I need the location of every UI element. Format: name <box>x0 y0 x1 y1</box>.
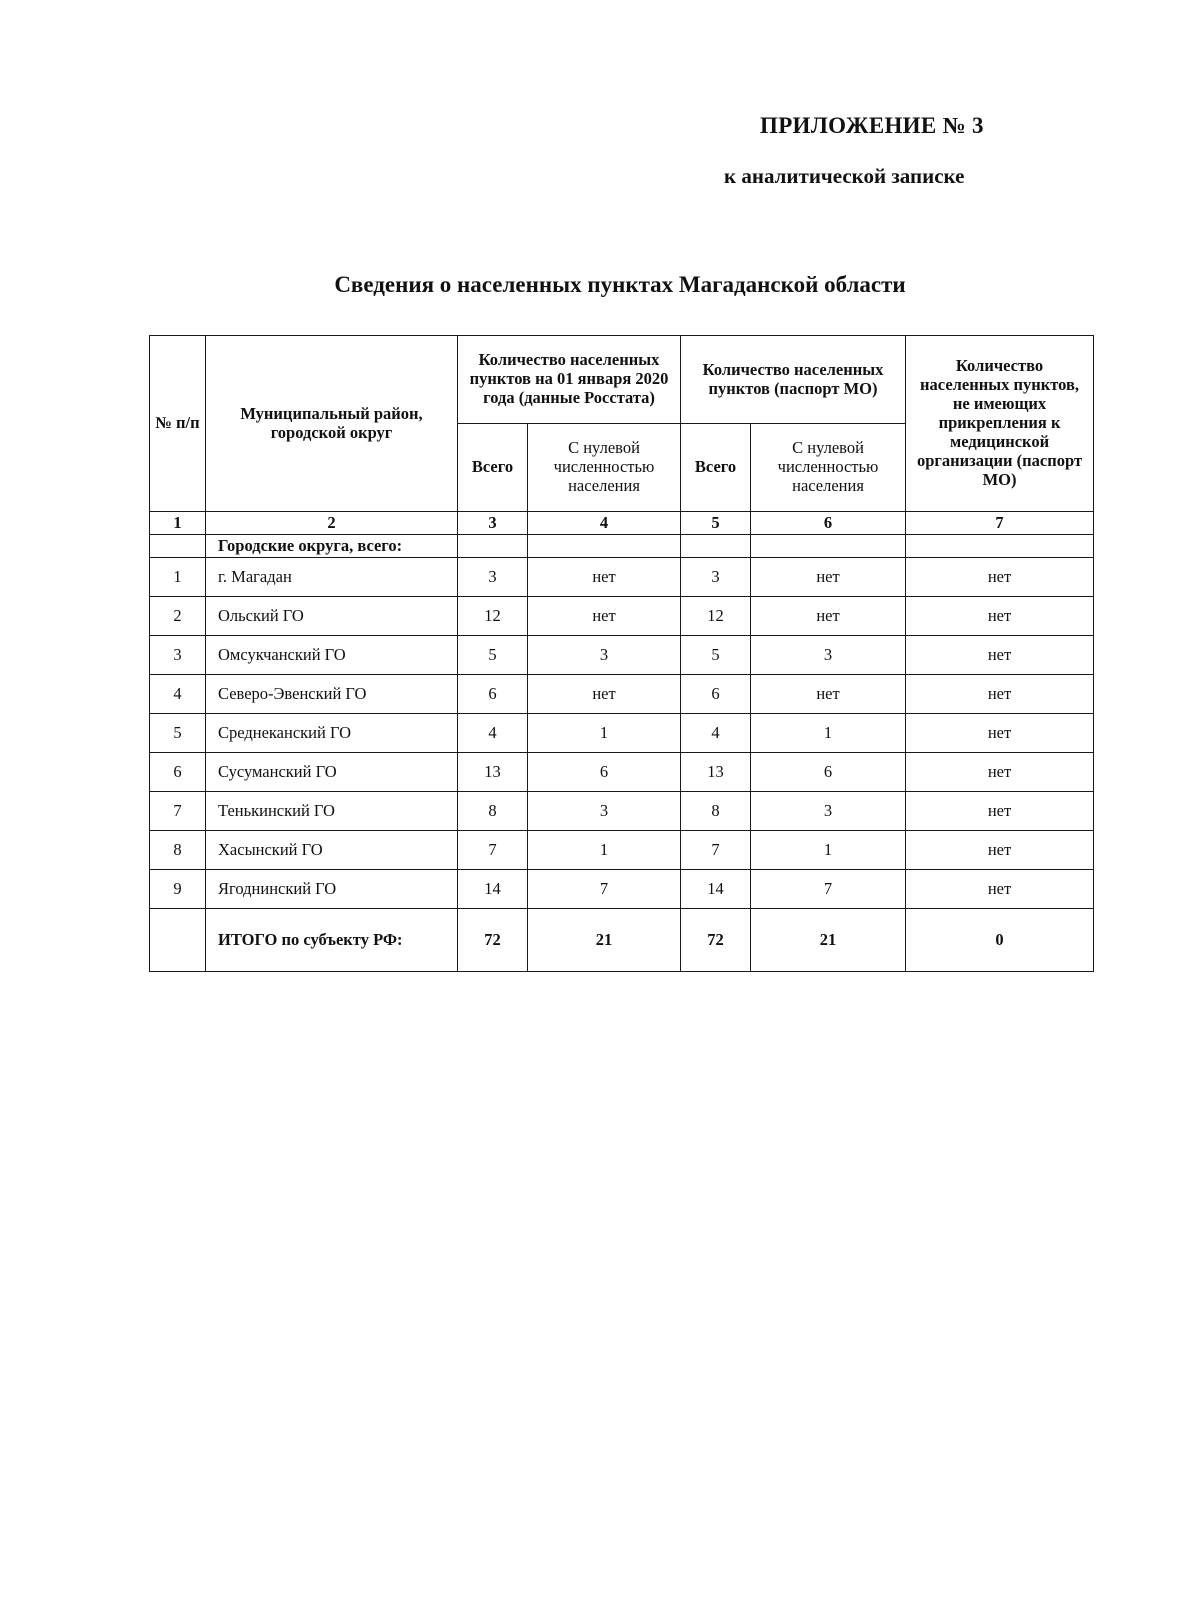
rosstat-zero: 7 <box>528 870 681 909</box>
group-cell-empty <box>906 535 1094 558</box>
total-rosstat-total: 72 <box>458 909 528 972</box>
passport-total: 4 <box>681 714 751 753</box>
rosstat-total: 12 <box>458 597 528 636</box>
column-number-row <box>150 512 1094 535</box>
table-row <box>150 636 1094 675</box>
no-med: нет <box>906 558 1094 597</box>
row-number: 3 <box>150 636 206 675</box>
district-name: г. Магадан <box>206 558 458 597</box>
passport-total: 8 <box>681 792 751 831</box>
total-rosstat-zero: 21 <box>528 909 681 972</box>
header-rosstat-total: Всего <box>458 424 528 512</box>
row-number: 9 <box>150 870 206 909</box>
rosstat-zero: 1 <box>528 714 681 753</box>
passport-total: 7 <box>681 831 751 870</box>
row-number: 8 <box>150 831 206 870</box>
passport-total: 13 <box>681 753 751 792</box>
row-number: 1 <box>150 558 206 597</box>
header-rosstat: Количество населенных пунктов на 01 января 2020 года (данные Росстата) <box>458 336 681 424</box>
header-no-med: Количество населенных пунктов, не имеющих прикрепления к медицинской организации (паспорт МО) <box>906 336 1094 512</box>
row-number: 4 <box>150 675 206 714</box>
total-passport-total: 72 <box>681 909 751 972</box>
table-row <box>150 558 1094 597</box>
group-cell-empty <box>681 535 751 558</box>
district-name: Северо-Эвенский ГО <box>206 675 458 714</box>
column-number: 7 <box>906 512 1094 535</box>
no-med: нет <box>906 636 1094 675</box>
rosstat-total: 4 <box>458 714 528 753</box>
passport-total: 14 <box>681 870 751 909</box>
passport-zero: 1 <box>751 831 906 870</box>
total-label: ИТОГО по субъекту РФ: <box>206 909 458 972</box>
passport-zero: нет <box>751 597 906 636</box>
table-row <box>150 831 1094 870</box>
rosstat-total: 3 <box>458 558 528 597</box>
row-number: 6 <box>150 753 206 792</box>
no-med: нет <box>906 831 1094 870</box>
header-num: № п/п <box>150 336 206 512</box>
passport-total: 6 <box>681 675 751 714</box>
rosstat-zero: нет <box>528 675 681 714</box>
table-row <box>150 597 1094 636</box>
column-number: 2 <box>206 512 458 535</box>
appendix-title: ПРИЛОЖЕНИЕ № 3 <box>760 113 984 138</box>
column-number: 5 <box>681 512 751 535</box>
rosstat-zero: 6 <box>528 753 681 792</box>
group-cell-empty <box>528 535 681 558</box>
no-med: нет <box>906 597 1094 636</box>
row-number: 5 <box>150 714 206 753</box>
rosstat-zero: нет <box>528 558 681 597</box>
passport-total: 12 <box>681 597 751 636</box>
district-name: Ягоднинский ГО <box>206 870 458 909</box>
total-no-med: 0 <box>906 909 1094 972</box>
total-row <box>150 909 1094 972</box>
column-number: 1 <box>150 512 206 535</box>
passport-total: 5 <box>681 636 751 675</box>
rosstat-zero: 3 <box>528 636 681 675</box>
district-name: Тенькинский ГО <box>206 792 458 831</box>
no-med: нет <box>906 714 1094 753</box>
row-number: 2 <box>150 597 206 636</box>
total-passport-zero: 21 <box>751 909 906 972</box>
passport-zero: нет <box>751 558 906 597</box>
district-name: Хасынский ГО <box>206 831 458 870</box>
passport-zero: нет <box>751 675 906 714</box>
header-passport: Количество населенных пунктов (паспорт МО) <box>681 336 906 424</box>
district-name: Среднеканский ГО <box>206 714 458 753</box>
group-label: Городские округа, всего: <box>206 535 458 558</box>
table-row <box>150 714 1094 753</box>
group-cell-empty <box>150 535 206 558</box>
table-row <box>150 753 1094 792</box>
group-cell-empty <box>458 535 528 558</box>
rosstat-total: 8 <box>458 792 528 831</box>
rosstat-zero: 3 <box>528 792 681 831</box>
passport-total: 3 <box>681 558 751 597</box>
district-name: Сусуманский ГО <box>206 753 458 792</box>
passport-zero: 7 <box>751 870 906 909</box>
group-cell-empty <box>751 535 906 558</box>
table-row <box>150 870 1094 909</box>
rosstat-total: 13 <box>458 753 528 792</box>
appendix-subtitle: к аналитической записке <box>724 164 965 188</box>
group-row <box>150 535 1094 558</box>
passport-zero: 3 <box>751 636 906 675</box>
passport-zero: 6 <box>751 753 906 792</box>
passport-zero: 1 <box>751 714 906 753</box>
no-med: нет <box>906 870 1094 909</box>
no-med: нет <box>906 753 1094 792</box>
table-row <box>150 792 1094 831</box>
district-name: Омсукчанский ГО <box>206 636 458 675</box>
settlements-table <box>149 335 1094 972</box>
rosstat-total: 6 <box>458 675 528 714</box>
column-number: 4 <box>528 512 681 535</box>
no-med: нет <box>906 792 1094 831</box>
district-name: Ольский ГО <box>206 597 458 636</box>
rosstat-zero: 1 <box>528 831 681 870</box>
rosstat-total: 5 <box>458 636 528 675</box>
table-row <box>150 675 1094 714</box>
row-number: 7 <box>150 792 206 831</box>
header-passport-zero: С нулевой численностью населения <box>751 424 906 512</box>
rosstat-zero: нет <box>528 597 681 636</box>
header-rosstat-zero: С нулевой численностью населения <box>528 424 681 512</box>
column-number: 6 <box>751 512 906 535</box>
rosstat-total: 7 <box>458 831 528 870</box>
rosstat-total: 14 <box>458 870 528 909</box>
column-number: 3 <box>458 512 528 535</box>
header-district: Муниципальный район, городской округ <box>206 336 458 512</box>
total-cell-empty <box>150 909 206 972</box>
document-title: Сведения о населенных пунктах Магаданской области <box>334 272 906 297</box>
passport-zero: 3 <box>751 792 906 831</box>
header-passport-total: Всего <box>681 424 751 512</box>
no-med: нет <box>906 675 1094 714</box>
